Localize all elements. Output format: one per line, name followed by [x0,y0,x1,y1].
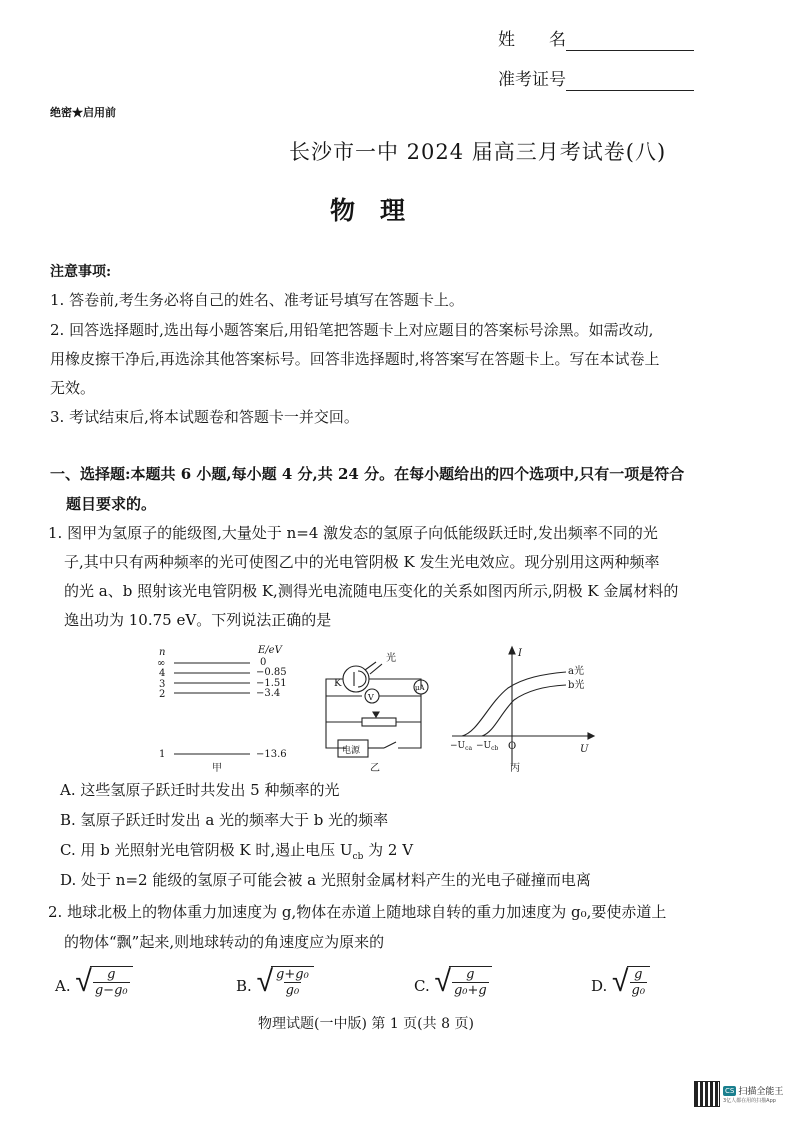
scanner-logo: CS [725,1086,735,1095]
stop-voltage-b: $-U_{cb}$ [476,741,499,752]
q2-line-1: 2. 地球北极上的物体重力加速度为 g,物体在赤道上随地球自转的重力加速度为 g₀,要使赤道上 [48,903,667,921]
stop-voltage-a: $-U_{ca}$ [450,741,473,752]
name-blank [566,32,694,51]
notice-heading: 注意事项: [50,264,112,280]
level-n-inf: ∞ [157,658,166,669]
curve-a [462,672,566,736]
level-n-4: 4 [159,668,166,679]
notice-item-2-line-3: 无效。 [50,379,96,397]
curve-b [482,685,566,736]
level-e-2: −3.4 [256,688,281,699]
microammeter-label: μA [415,684,425,692]
q1-line-4: 逸出功为 10.75 eV。下列说法正确的是 [64,611,332,629]
q2-option-b: B. √ $\frac{\text{g+g₀}}{\text{g₀}}$ [236,966,314,998]
exam-no-blank [566,72,694,91]
voltmeter-label: V [368,693,374,702]
u-axis-label: U [580,744,589,755]
page-footer: 物理试题(一中版) 第 1 页(共 8 页) [258,1016,474,1032]
name-row [498,30,694,51]
cathode-label: K [334,678,342,689]
notice-item-1: 1. 答卷前,考生务必将自己的姓名、准考证号填写在答题卡上。 [50,291,464,309]
q1-option-c: C. 用 b 光照射光电管阴极 K 时,遏止电压 $U_{cb}$ 为 2 V [60,841,414,862]
energy-axis-label: E/eV [258,645,282,656]
level-e-1: −13.6 [256,749,287,760]
rheostat [362,718,396,726]
level-e-3: −1.51 [256,678,287,689]
power-supply-label: 电源 [342,746,361,756]
name-label: 姓 名 [498,30,566,50]
origin-label: O [508,741,517,752]
a-light-label: a光 [568,666,584,677]
scanner-watermark [694,1081,783,1107]
notice-item-2-line-2: 用橡皮擦干净后,再选涂其他答案标号。回答非选择题时,将答案写在答题卡上。写在本试卷上 [50,350,660,368]
figure-bing-caption: 丙 [510,763,520,774]
q1-line-2: 子,其中只有两种频率的光可使图乙中的光电管阴极 K 发生光电效应。现分别用这两种频率 [64,553,660,571]
q2-option-c: C. √ $\frac{g}{\text{g₀+g}}$ [414,966,492,998]
level-n-3: 3 [159,679,166,690]
subject-title: 物 理 [330,196,406,225]
switch [384,742,396,748]
figure-jia-caption: 甲 [212,763,222,772]
notice-item-3: 3. 考试结束后,将本试题卷和答题卡一并交回。 [50,408,359,426]
qr-code [694,1081,720,1107]
exam-no-label: 准考证号 [498,70,566,90]
q2-line-2: 的物体“飘”起来,则地球转动的角速度应为原来的 [64,933,385,951]
scanner-name: 扫描全能王 [738,1087,784,1097]
q1-option-b: B. 氢原子跃迁时发出 a 光的频率大于 b 光的频率 [60,811,389,829]
level-e-4: −0.85 [256,667,287,678]
confidential-mark: 绝密★启用前 [50,106,116,119]
q1-line-1: 1. 图甲为氢原子的能级图,大量处于 n=4 激发态的氢原子向低能级跃迁时,发出频率不同的光 [48,524,658,542]
q2-option-a: A. √ $\frac{g}{\text{g−g₀}}$ [55,966,133,998]
figure-iu-curves [448,644,598,774]
i-axis-label: I [518,648,522,659]
figure-energy-levels [150,644,300,772]
q1-option-d: D. 处于 n=2 能级的氢原子可能会被 a 光照射金属材料产生的光电子碰撞而电离 [60,871,591,889]
exam-title: 长沙市一中 2024 届高三月考试卷(八) [289,140,667,164]
n-label: n [159,647,166,658]
light-label: 光 [386,653,396,664]
level-n-1: 1 [159,749,166,760]
q1-line-3: 的光 a、b 照射该光电管阴极 K,测得光电流随电压变化的关系如图丙所示,阴极 K 金属材料的 [64,582,679,600]
q2-option-d: D. √ $\frac{g}{\text{g₀}}$ [591,966,650,998]
section-1-instructions-line-1: 一、选择题:本题共 6 小题,每小题 4 分,共 24 分。在每小题给出的四个选项中,只有一项是符合 [50,465,685,483]
figure-yi-caption: 乙 [370,763,380,774]
q1-option-a: A. 这些氢原子跃迁时共发出 5 种频率的光 [60,781,340,799]
level-e-inf: 0 [260,657,267,668]
section-1-instructions-line-2: 题目要求的。 [66,495,157,513]
scanner-subtitle: 3亿人都在用的扫描App [723,1098,776,1104]
level-n-2: 2 [159,689,166,700]
cathode [358,671,366,687]
b-light-label: b光 [568,680,585,691]
figure-circuit [318,644,448,774]
notice-item-2-line-1: 2. 回答选择题时,选出每小题答案后,用铅笔把答题卡上对应题目的答案标号涂黑。如需改动, [50,321,654,339]
exam-no-row [498,70,694,91]
